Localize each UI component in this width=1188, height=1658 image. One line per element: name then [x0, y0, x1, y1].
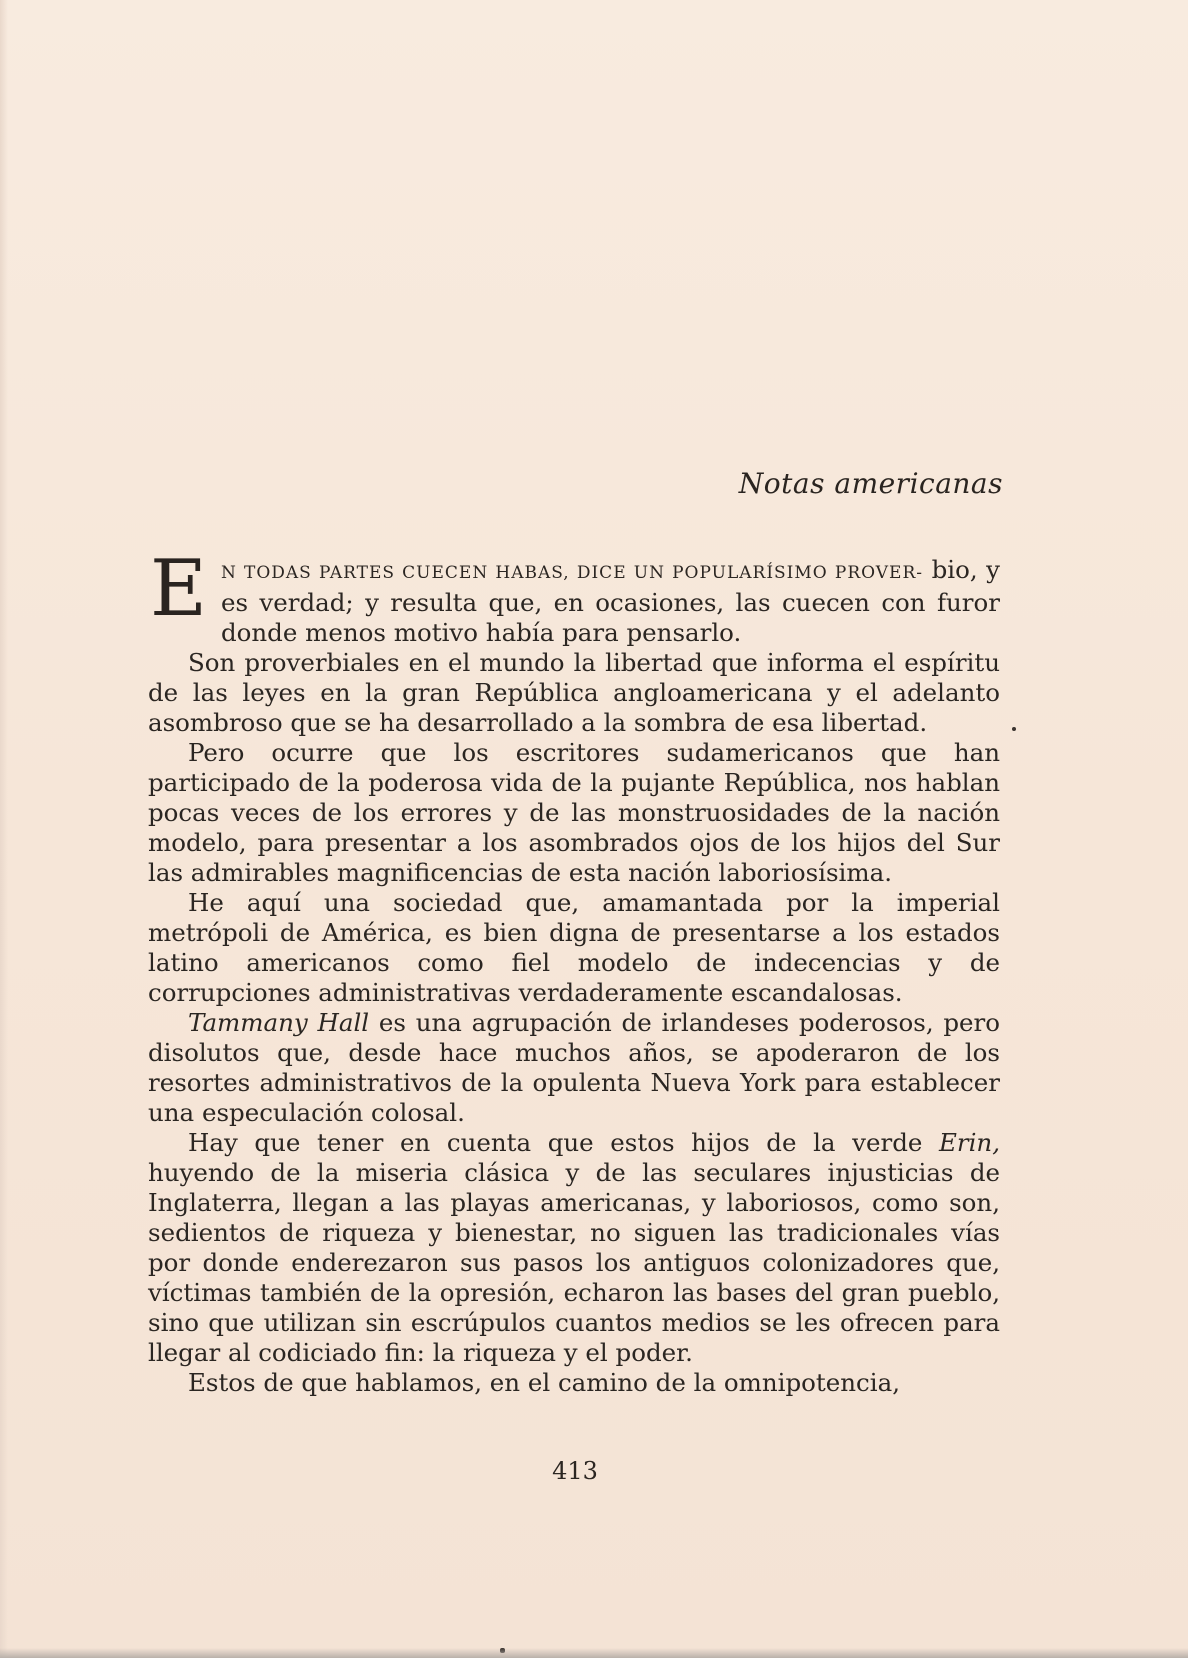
paragraph-6-after: huyendo de la miseria clásica y de las seculares injusticias de Inglaterra, llegan a las playas americanas, y laboriosos, como son, sedientos de riqueza y bienestar, no siguen las tradicionales vías por donde enderezaron sus pasos los antiguos colonizadores que, víctimas también de la opresión, echaron las bases del gran pueblo, sino que utilizan sin escrúpulos cuantos medios se les ofrecen para llegar al codiciado fin: la riqueza y el poder.	[148, 1158, 1000, 1367]
opening-small-caps: N TODAS PARTES CUECEN HABAS, DICE UN POPULARÍSIMO PROVER-	[220, 563, 924, 583]
tammany-hall-italic: Tammany Hall	[188, 1008, 370, 1037]
article-title: Notas americanas	[738, 467, 1003, 500]
ink-speck	[1012, 727, 1016, 731]
paragraph-7: Estos de que hablamos, en el camino de la omnipotencia,	[188, 1368, 900, 1397]
paragraph-5-text: es una agrupación de irlandeses poderosos, pero disolutos que, desde hace muchos años, se apoderaron de los resortes administrativos de la opulenta Nueva York para establecer una especulación colosal.	[148, 1008, 1001, 1127]
ink-speck	[500, 1648, 505, 1653]
erin-italic: Erin,	[939, 1128, 1000, 1157]
paragraph-3: Pero ocurre que los escritores sudamericanos que han participado de la poderosa vida de la pujante República, nos hablan pocas veces de los errores y de las monstruosidades de la nación modelo, para presentar a los asombrados ojos de los hijos del Sur las admirables magnificencias de esta nación laboriosísima.	[148, 738, 1000, 887]
article-body	[148, 544, 1001, 1398]
paragraph-1	[148, 544, 1001, 648]
paragraph-6	[148, 1128, 1000, 1368]
paragraph-5	[148, 1008, 1000, 1128]
page-number: 413	[552, 1457, 598, 1485]
paragraph-1-text: bio, y es verdad; y resulta que, en ocasiones, las cuecen con furor donde menos motivo había para pensarlo.	[220, 555, 1001, 647]
paragraph-6-before: Hay que tener en cuenta que estos hijos de la verde	[188, 1128, 939, 1157]
paragraph-4: He aquí una sociedad que, amamantada por la imperial metrópoli de América, es bien digna de presentarse a los estados latino americanos como fiel modelo de indecencias y de corrupciones administrativas verdaderamente escandalosas.	[148, 888, 1000, 1007]
drop-cap: E	[150, 544, 207, 634]
paragraph-2: Son proverbiales en el mundo la libertad que informa el espíritu de las leyes en la gran República angloamericana y el adelanto asombroso que se ha desarrollado a la sombra de esa libertad.	[148, 648, 1000, 737]
